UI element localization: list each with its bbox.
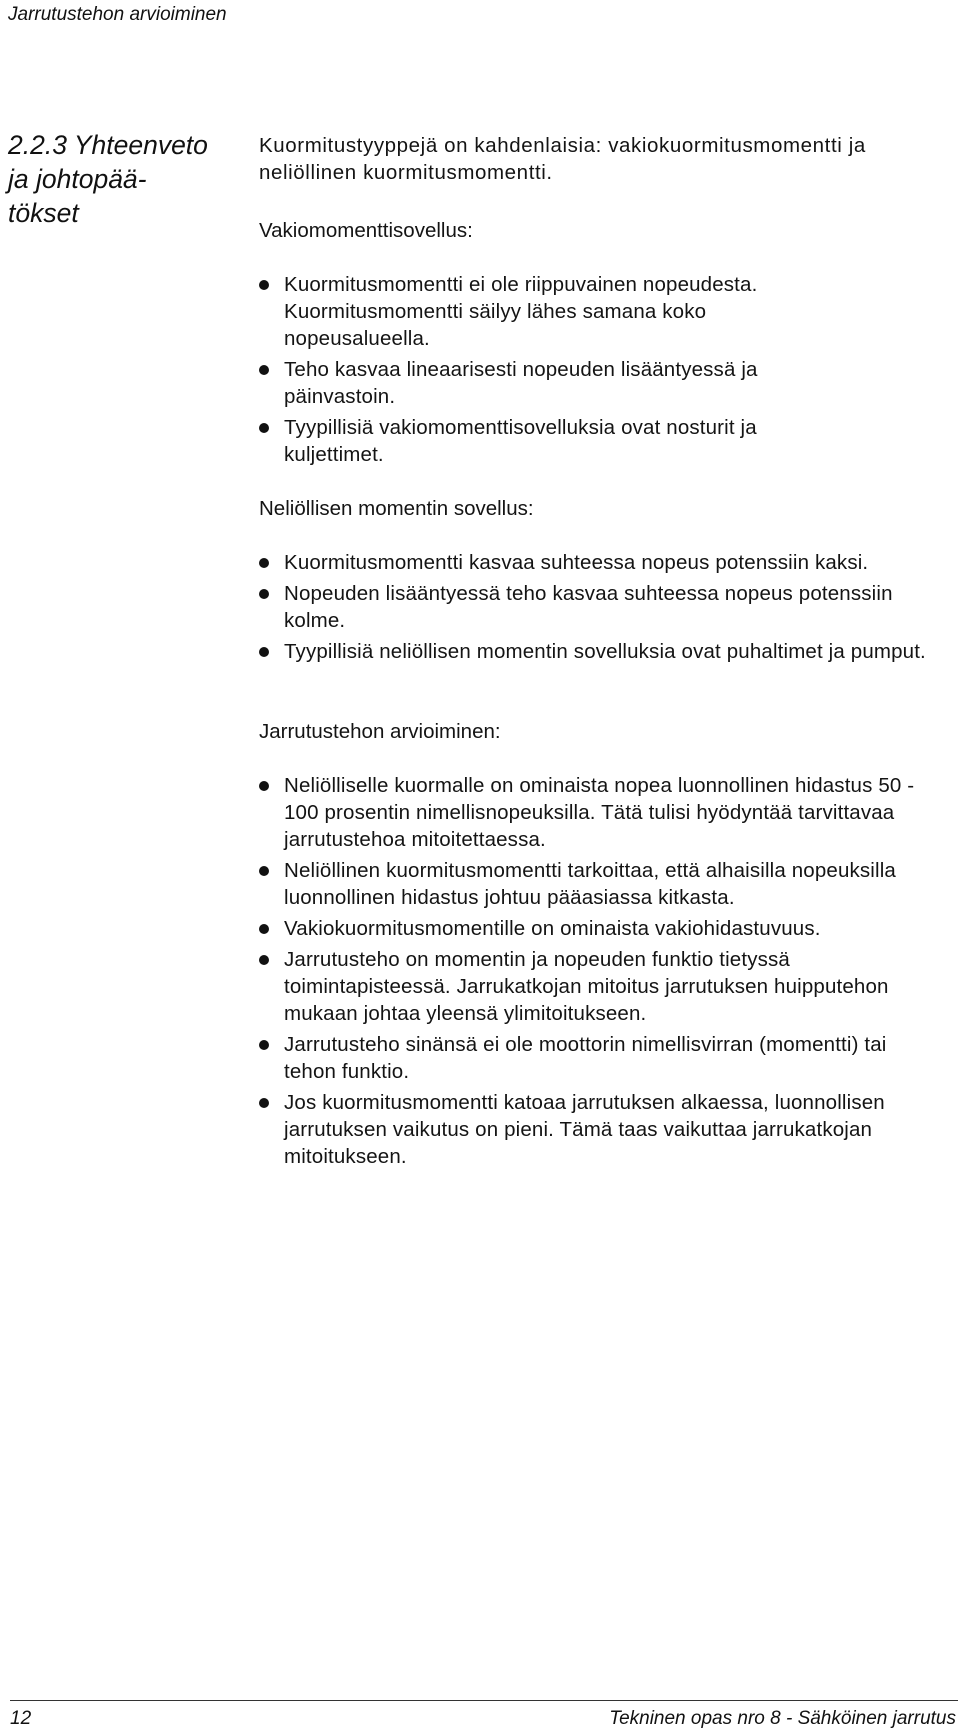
footer-divider bbox=[10, 1700, 958, 1701]
list-item bbox=[259, 356, 849, 410]
list-item bbox=[259, 638, 959, 665]
bullet-icon bbox=[259, 924, 269, 934]
list-item-text: Jarrutusteho sinänsä ei ole moottorin nimellisvirran (momentti) tai tehon funktio. bbox=[284, 1033, 887, 1083]
running-header: Jarrutustehon arvioiminen bbox=[8, 4, 227, 25]
list-item bbox=[259, 549, 959, 576]
list-item-text: Vakiokuormitusmomentille on ominaista vakiohidastuvuus. bbox=[284, 917, 821, 940]
subheading-constant-torque: Vakiomomenttisovellus: bbox=[259, 219, 473, 242]
list-item bbox=[259, 580, 959, 634]
bullet-icon bbox=[259, 1040, 269, 1050]
bullet-icon bbox=[259, 647, 269, 657]
quadratic-torque-list bbox=[259, 549, 959, 665]
page-number: 12 bbox=[10, 1708, 32, 1729]
bullet-icon bbox=[259, 558, 269, 568]
bullet-icon bbox=[259, 781, 269, 791]
bullet-icon bbox=[259, 280, 269, 290]
list-item-text: Jarrutusteho on momentin ja nopeuden funktio tietyssä toimintapisteessä. Jarrukatkojan mitoitus jarrutuksen huipputehon mukaan johtaa yleensä ylimitoitukseen. bbox=[284, 948, 889, 1025]
list-item-text: Teho kasvaa lineaarisesti nopeuden lisääntyessä ja päinvastoin. bbox=[284, 358, 758, 408]
list-item-text: Neliöllinen kuormitusmomentti tarkoittaa, että alhaisilla nopeuksilla luonnollinen hidastus johtuu pääasiassa kitkasta. bbox=[284, 859, 896, 909]
list-item bbox=[259, 772, 939, 853]
list-item-text: Neliölliselle kuormalle on ominaista nopea luonnollinen hidastus 50 - 100 prosentin nimellisnopeuksilla. Tätä tulisi hyödyntää tarvittavaa jarrutustehoa mitoitettaessa. bbox=[284, 774, 915, 851]
section-heading-line: 2.2.3 Yhteenveto bbox=[8, 130, 208, 160]
section-heading bbox=[8, 128, 253, 230]
list-item-text: Tyypillisiä vakiomomenttisovelluksia ovat nosturit ja kuljettimet. bbox=[284, 416, 757, 466]
bullet-icon bbox=[259, 365, 269, 375]
list-item-text: Jos kuormitusmomentti katoaa jarrutuksen alkaessa, luonnollisen jarrutuksen vaikutus on pieni. Tämä taas vaikuttaa jarrukatkojan mitoitukseen. bbox=[284, 1091, 885, 1168]
bullet-icon bbox=[259, 423, 269, 433]
list-item bbox=[259, 857, 939, 911]
constant-torque-list bbox=[259, 271, 849, 468]
bullet-icon bbox=[259, 1098, 269, 1108]
list-item bbox=[259, 271, 849, 352]
list-item bbox=[259, 915, 939, 942]
bullet-icon bbox=[259, 955, 269, 965]
subheading-braking-estimation: Jarrutustehon arvioiminen: bbox=[259, 720, 501, 743]
bullet-icon bbox=[259, 589, 269, 599]
list-item-text: Tyypillisiä neliöllisen momentin sovelluksia ovat puhaltimet ja pumput. bbox=[284, 640, 926, 663]
list-item-text: Kuormitusmomentti kasvaa suhteessa nopeus potenssiin kaksi. bbox=[284, 551, 869, 574]
list-item-text: Kuormitusmomentti ei ole riippuvainen nopeudesta. Kuormitusmomentti säilyy lähes samana koko nopeusalueella. bbox=[284, 273, 758, 350]
list-item bbox=[259, 1089, 939, 1170]
body-column bbox=[259, 132, 959, 1174]
list-item bbox=[259, 414, 849, 468]
section-heading-line: tökset bbox=[8, 198, 79, 228]
bullet-icon bbox=[259, 866, 269, 876]
list-item-text: Nopeuden lisääntyessä teho kasvaa suhteessa nopeus potenssiin kolme. bbox=[284, 582, 893, 632]
subheading-quadratic-torque: Neliöllisen momentin sovellus: bbox=[259, 497, 534, 520]
list-item bbox=[259, 946, 939, 1027]
section-heading-line: ja johtopää- bbox=[8, 164, 147, 194]
list-item bbox=[259, 1031, 939, 1085]
intro-paragraph: Kuormitustyyppejä on kahdenlaisia: vakiokuormitusmomentti ja neliöllinen kuormitusmomentti. bbox=[259, 134, 866, 184]
document-title: Tekninen opas nro 8 - Sähköinen jarrutus bbox=[609, 1708, 956, 1729]
braking-estimation-list bbox=[259, 772, 939, 1170]
